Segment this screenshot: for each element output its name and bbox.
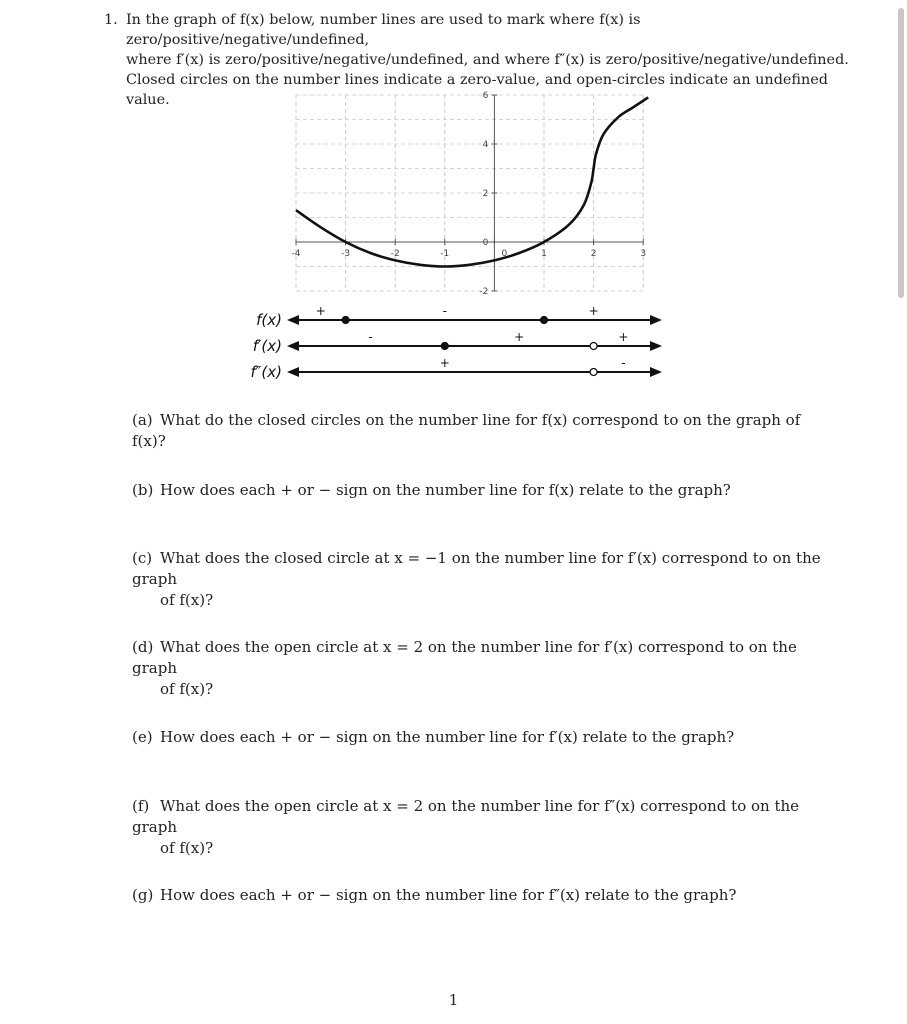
number-line-label: f″(x)	[250, 363, 282, 381]
x-tick-label: 0	[501, 249, 508, 259]
question-a	[132, 410, 832, 452]
question-c	[132, 548, 832, 611]
x-tick-label: -1	[440, 249, 450, 259]
x-tick-label: 2	[590, 249, 597, 259]
question-g	[132, 885, 832, 906]
left-arrow-icon	[287, 315, 299, 325]
chart-grid	[296, 95, 643, 291]
closed-circle	[441, 343, 448, 350]
question-f	[132, 796, 832, 859]
intro-line-2: where f′(x) is zero/positive/negative/undefined, and where f″(x) is zero/positive/negative/undefined.	[126, 52, 849, 68]
x-tick-label: -3	[341, 249, 351, 259]
x-tick-label: -2	[390, 249, 400, 259]
closed-circle	[541, 317, 548, 324]
function-curve-f	[296, 97, 648, 266]
y-tick-label: 0	[482, 238, 489, 248]
chart-curve	[296, 97, 648, 266]
number-lines	[251, 304, 662, 381]
question-text: What does the open circle at x = 2 on the number line for f′(x) correspond to on the graph	[132, 638, 797, 677]
intro-line-1: In the graph of f(x) below, number lines are used to mark where f(x) is zero/positive/negative/undefined,	[126, 12, 641, 48]
question-label: (d)	[132, 638, 154, 656]
question-text: How does each + or − sign on the number line for f′(x) relate to the graph?	[160, 728, 735, 746]
sign-label: -	[368, 330, 373, 344]
function-graph	[0, 0, 907, 400]
number-line-1	[256, 304, 662, 329]
x-tick-label: 3	[640, 249, 647, 259]
x-tick-label: 1	[541, 249, 547, 259]
right-arrow-icon	[650, 315, 662, 325]
question-text: What does the closed circle at x = −1 on the number line for f′(x) correspond to on the graph	[132, 549, 821, 588]
sign-label: +	[588, 304, 599, 318]
y-tick-label: 2	[482, 189, 489, 199]
vertical-scrollbar[interactable]	[895, 0, 907, 1024]
sign-label: +	[315, 304, 326, 318]
open-circle	[590, 369, 597, 376]
open-circle	[590, 343, 597, 350]
number-line-3	[251, 356, 662, 381]
number-line-label: f′(x)	[252, 337, 282, 355]
y-tick-label: -2	[479, 287, 489, 297]
question-text-cont: of f(x)?	[160, 839, 214, 857]
problem-number: 1.	[104, 12, 118, 28]
question-text: How does each + or − sign on the number line for f″(x) relate to the graph?	[160, 886, 737, 904]
sign-label: +	[618, 330, 629, 344]
question-b	[132, 480, 832, 501]
left-arrow-icon	[287, 367, 299, 377]
question-text: How does each + or − sign on the number line for f(x) relate to the graph?	[160, 481, 731, 499]
page-number: 1	[448, 991, 459, 1009]
question-label: (e)	[132, 728, 153, 746]
question-label: (f)	[132, 797, 150, 815]
question-text: What do the closed circles on the number line for f(x) correspond to on the graph of f(x)?	[132, 411, 801, 450]
left-arrow-icon	[287, 341, 299, 351]
sign-label: -	[621, 356, 626, 370]
question-text-cont: of f(x)?	[160, 680, 214, 698]
number-line-label: f(x)	[256, 311, 282, 329]
closed-circle	[342, 317, 349, 324]
right-arrow-icon	[650, 341, 662, 351]
sign-label: -	[442, 304, 447, 318]
sign-label: +	[439, 356, 450, 370]
question-e	[132, 727, 832, 748]
scrollbar-thumb[interactable]	[898, 8, 904, 298]
y-tick-label: 4	[482, 140, 489, 150]
question-d	[132, 637, 832, 700]
question-text: What does the open circle at x = 2 on the number line for f″(x) correspond to on the graph	[132, 797, 800, 836]
question-label: (b)	[132, 481, 154, 499]
question-label: (g)	[132, 886, 154, 904]
sign-label: +	[514, 330, 525, 344]
question-text-cont: of f(x)?	[160, 591, 214, 609]
number-line-2	[253, 330, 662, 355]
y-tick-label: 6	[482, 91, 489, 101]
question-label: (a)	[132, 411, 153, 429]
x-tick-label: -4	[291, 249, 301, 259]
intro-line-3: Closed circles on the number lines indicate a zero-value, and open-circles indicate an undefined value.	[126, 72, 829, 108]
right-arrow-icon	[650, 367, 662, 377]
question-label: (c)	[132, 549, 153, 567]
